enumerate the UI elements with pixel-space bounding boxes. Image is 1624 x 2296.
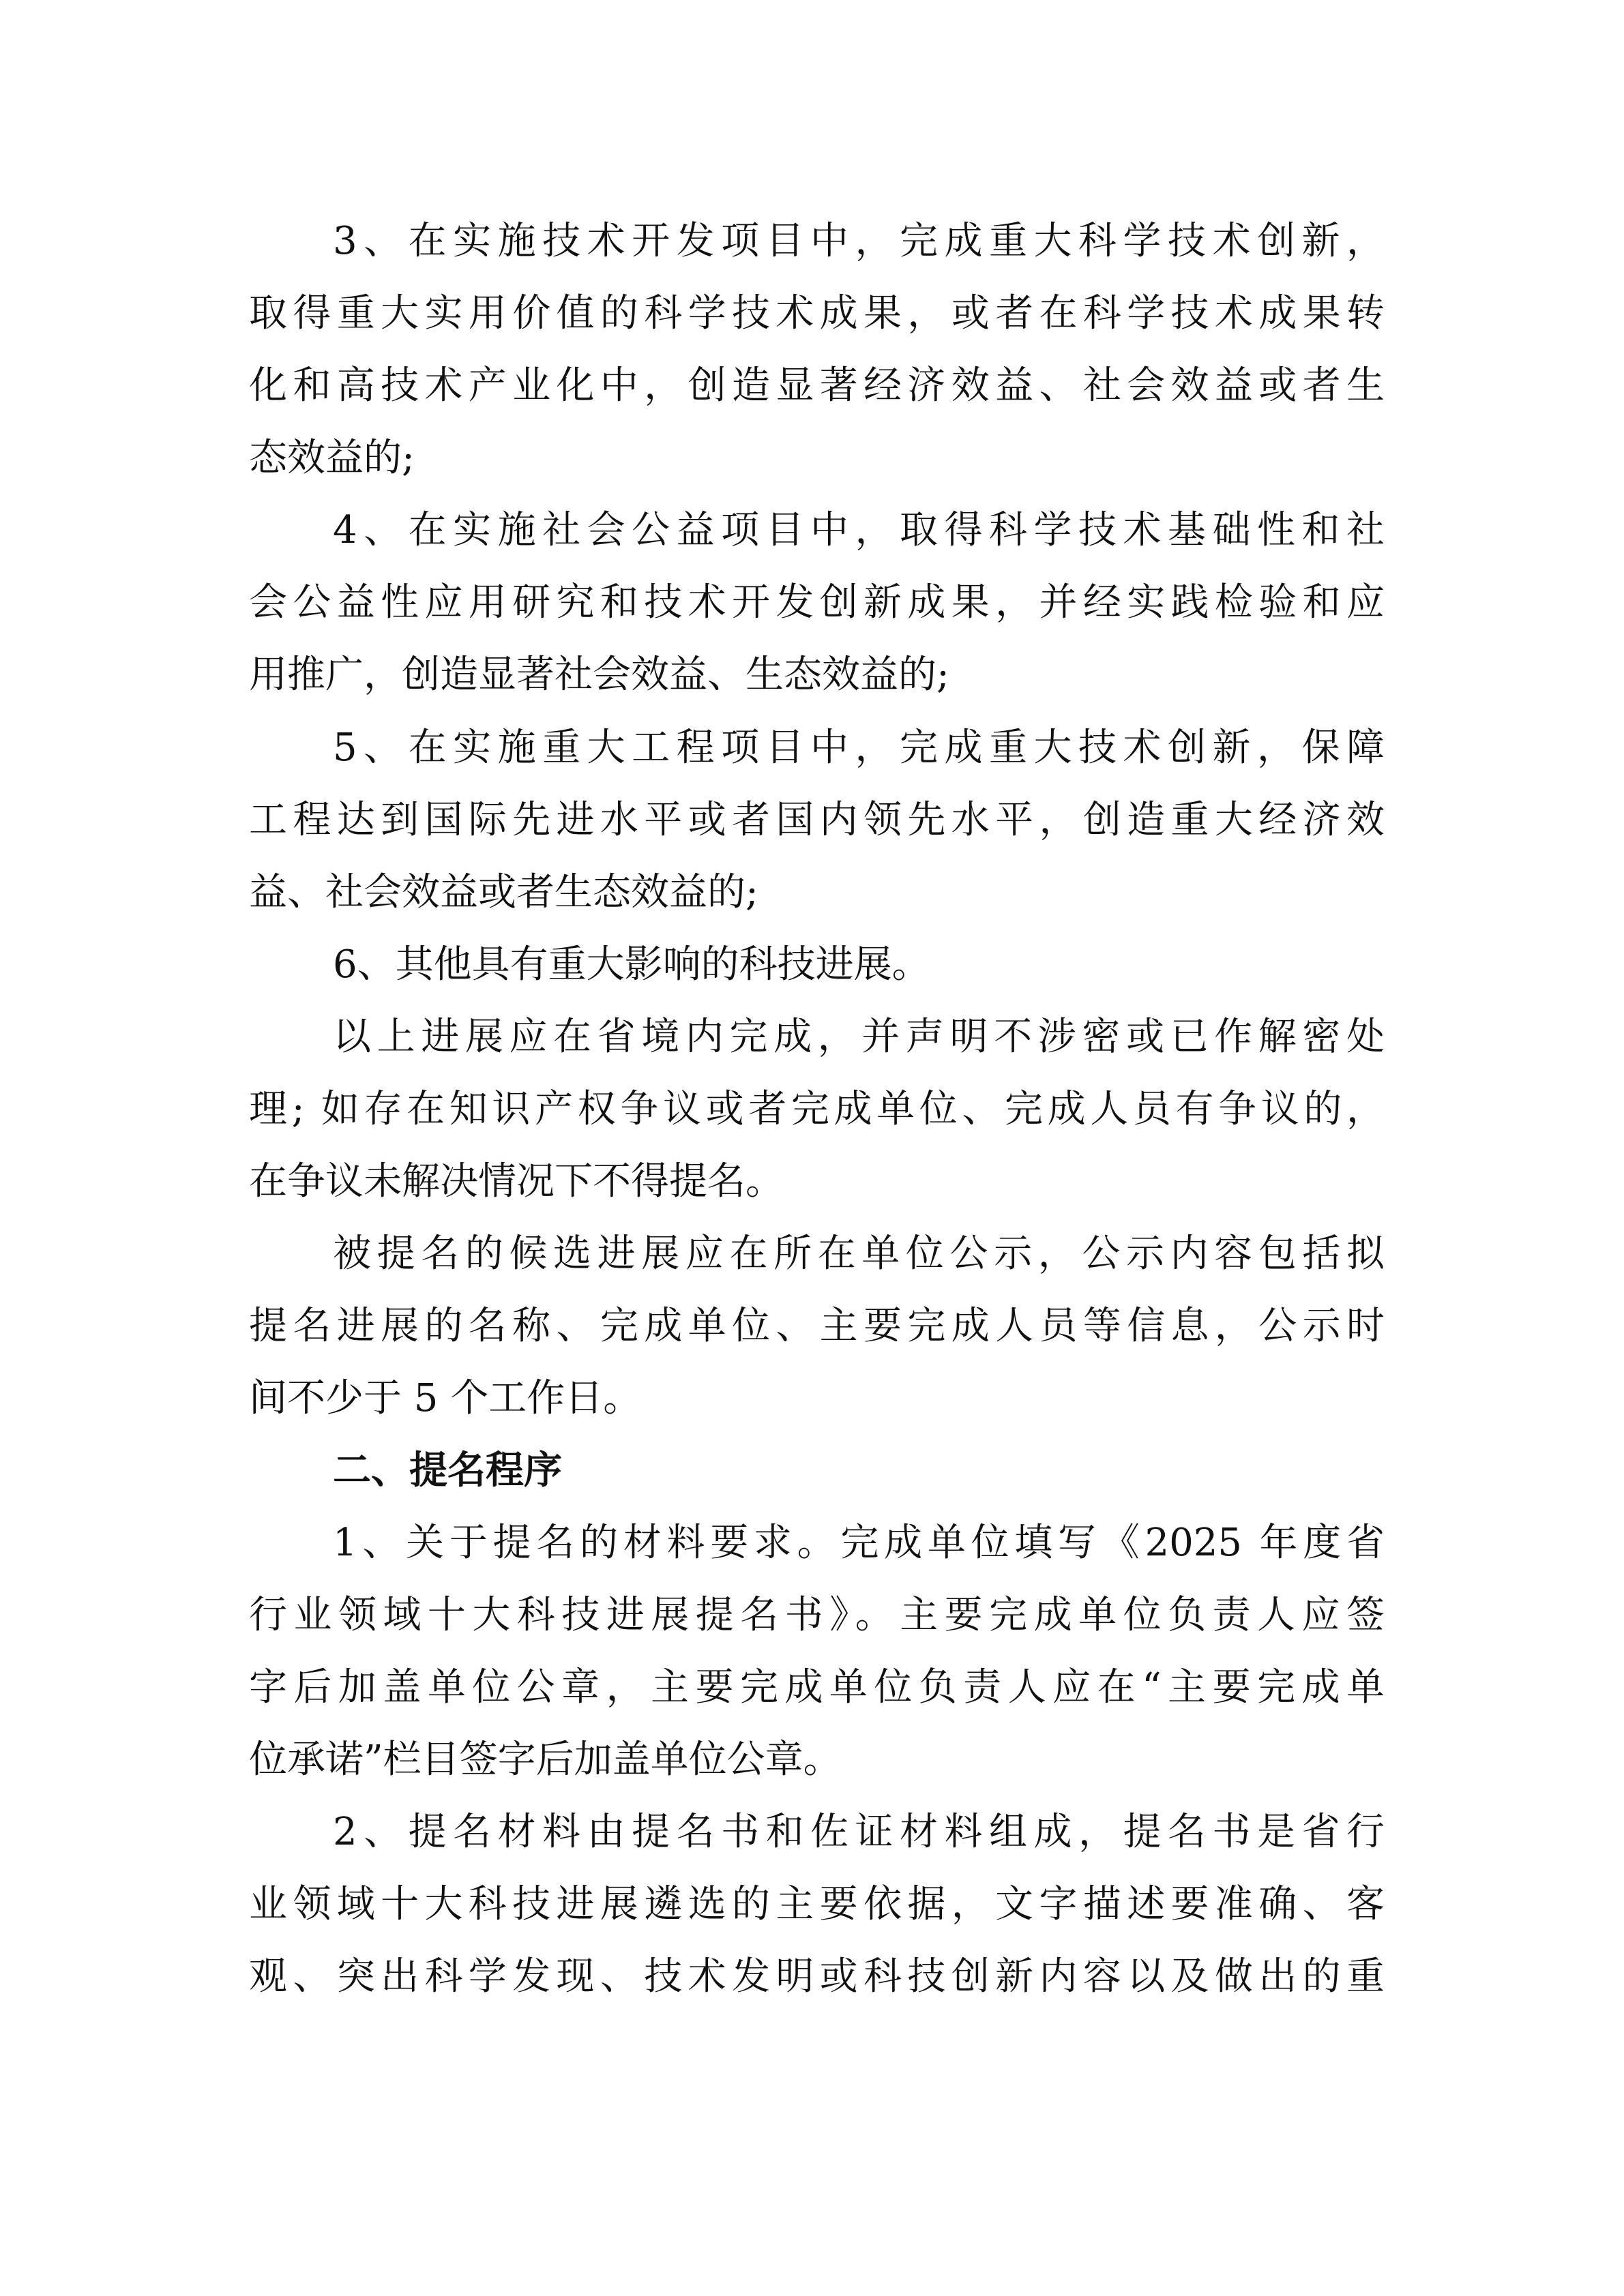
paragraph-line: 会公益性应用研究和技术开发创新成果，并经实践检验和应	[249, 580, 1385, 625]
paragraph-line: 益、社会效益或者生态效益的;	[249, 870, 758, 914]
paragraph-line: 字后加盖单位公章，主要完成单位负责人应在“主要完成单	[249, 1665, 1385, 1710]
paragraph-line: 1、关于提名的材料要求。完成单位填写《2025 年度省	[333, 1521, 1385, 1565]
paragraph-line: 3、在实施技术开发项目中，完成重大科学技术创新，	[333, 219, 1385, 263]
paragraph-line: 化和高技术产业化中，创造显著经济效益、社会效益或者生	[249, 363, 1385, 408]
paragraph-line: 4、在实施社会公益项目中，取得科学技术基础性和社	[333, 508, 1385, 552]
paragraph-line: 被提名的候选进展应在所在单位公示，公示内容包括拟	[333, 1232, 1385, 1276]
paragraph-line: 位承诺”栏目签字后加盖单位公章。	[249, 1738, 842, 1782]
paragraph-line: 提名进展的名称、完成单位、主要完成人员等信息，公示时	[249, 1304, 1385, 1348]
paragraph-line: 在争议未解决情况下不得提名。	[249, 1159, 784, 1204]
paragraph-line: 观、突出科学发现、技术发明或科技创新内容以及做出的重	[249, 1954, 1385, 1999]
section-heading: 二、提名程序	[333, 1448, 562, 1493]
paragraph-line: 工程达到国际先进水平或者国内领先水平，创造重大经济效	[249, 798, 1385, 842]
paragraph-line: 业领域十大科技进展遴选的主要依据，文字描述要准确、客	[249, 1882, 1385, 1926]
paragraph-line: 态效益的;	[249, 436, 415, 480]
paragraph-line: 以上进展应在省境内完成，并声明不涉密或已作解密处	[333, 1015, 1385, 1059]
paragraph-line: 行业领域十大科技进展提名书》。主要完成单位负责人应签	[249, 1593, 1385, 1637]
paragraph-line: 取得重大实用价值的科学技术成果，或者在科学技术成果转	[249, 291, 1385, 336]
paragraph-line: 用推广，创造显著社会效益、生态效益的;	[249, 653, 949, 697]
paragraph-line: 2、提名材料由提名书和佐证材料组成，提名书是省行	[333, 1810, 1385, 1854]
paragraph-line: 理; 如存在知识产权争议或者完成单位、完成人员有争议的，	[249, 1087, 1385, 1131]
paragraph-line: 6、其他具有重大影响的科技进展。	[333, 942, 930, 987]
paragraph-line: 间不少于 5 个工作日。	[249, 1376, 642, 1420]
paragraph-line: 5、在实施重大工程项目中，完成重大技术创新，保障	[333, 726, 1385, 770]
